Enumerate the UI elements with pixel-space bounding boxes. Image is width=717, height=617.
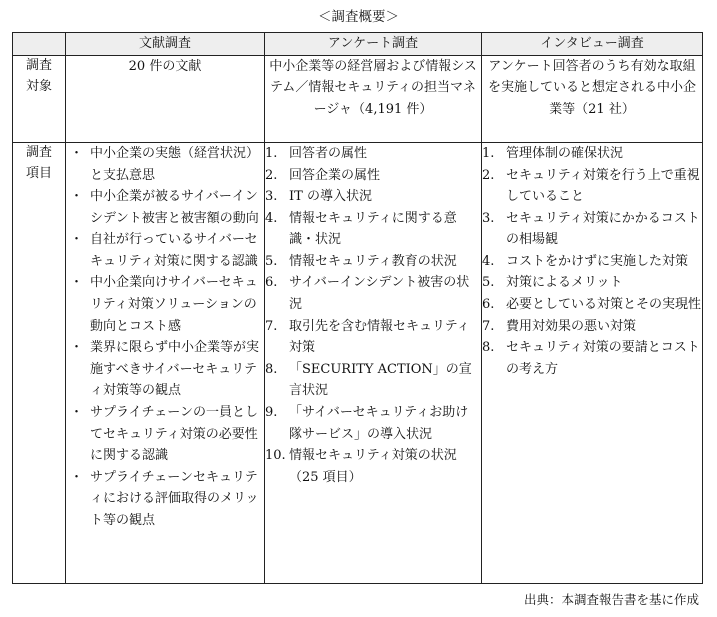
list-item: 4. コストをかけずに実施した対策 [482,253,689,269]
list-item: 9. 「サイバーセキュリティお助け隊サービス」の導入状況 [265,404,469,442]
list-item: 8. セキュリティ対策の要請とコストの考え方 [482,340,700,377]
column-header-survey: アンケート調査 [265,33,482,56]
literature-items-list [66,143,264,531]
table-caption: ＜調査概要＞ [318,9,399,25]
list-item: ・ 業界に限らず中小企業等が実施すべきサイバーセキュリティ対策等の観点 [70,340,260,399]
literature-items-cell [66,143,265,584]
list-item: 3. セキュリティ対策にかかるコストの相場観 [482,210,700,248]
list-item: 5. 情報セキュリティ教育の状況 [265,253,457,269]
corner-header-cell [13,33,66,56]
interview-items-list [482,143,702,380]
list-item: 6. サイバーインシデント被害の状況 [265,275,470,313]
list-item: 4. 情報セキュリティに関する意識・状況 [265,210,457,248]
list-item: ・ 自社が行っているサイバーセキュリティ対策に関する認識 [70,232,258,269]
header-row [13,33,703,56]
survey-overview-table [12,32,703,584]
items-row [13,143,703,584]
list-item: ・ 中小企業の実態（経営状況）と支払意思 [70,146,260,183]
list-item: 1. 回答者の属性 [265,146,368,161]
column-header-interview: インタビュー調査 [482,33,703,56]
row-header-items-line-2: 項目 [25,165,52,181]
list-item: ・ 中小企業向けサイバーセキュリティ対策ソリューションの動向とコスト感 [70,275,258,334]
row-header-target-line-2: 対象 [25,78,52,94]
survey-items-cell [265,143,482,584]
target-interview: アンケート回答者のうち有効な取組を実施していると想定される中小企業等（21 社） [482,56,703,143]
row-header-target-line-1: 調査 [25,58,52,73]
list-item: 1. 管理体制の確保状況 [482,146,624,161]
source-note: 出典：本調査報告書を基に作成 [523,592,699,607]
row-header-target [13,56,66,143]
list-item: 2. セキュリティ対策を行う上で重視していること [482,167,700,205]
list-item: 3. IT の導入状況 [265,189,372,205]
target-literature: 20 件の文献 [66,56,265,143]
interview-items-cell [482,143,703,584]
list-item: ・ サプライチェーンの一員としてセキュリティ対策の必要性に関する認識 [70,404,258,464]
list-item: 6. 必要としている対策とその実現性 [482,297,702,313]
row-header-items [13,143,66,584]
target-row [13,56,703,143]
survey-items-list [265,143,481,488]
list-item: 10. 情報セキュリティ対策の状況（25 項目） [265,448,457,485]
list-item: 5. 対策によるメリット [482,275,623,291]
row-header-items-line-1: 調査 [25,145,52,160]
list-item: ・ 中小企業が被るサイバーインシデント被害と被害額の動向 [70,189,259,226]
list-item: ・ サプライチェーンセキュリティにおける評価取得のメリット等の観点 [70,469,259,528]
target-survey: 中小企業等の経営層および情報システム／情報セキュリティの担当マネージャ（4,191 件） [265,56,482,143]
column-header-literature: 文献調査 [66,33,265,56]
list-item: 8. 「SECURITY ACTION」の宣言状況 [265,361,472,399]
list-item: 7. 取引先を含む情報セキュリティ対策 [265,318,470,356]
list-item: 2. 回答企業の属性 [265,167,381,183]
list-item: 7. 費用対効果の悪い対策 [482,318,637,334]
